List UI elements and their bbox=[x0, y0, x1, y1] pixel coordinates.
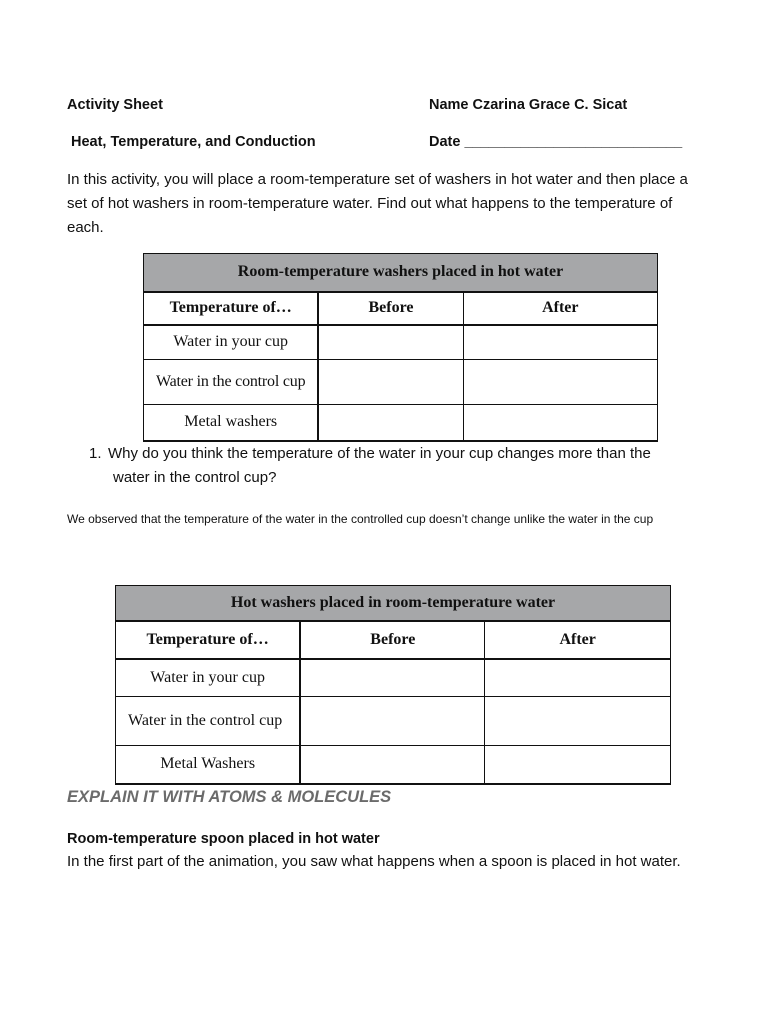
table1-col-after: After bbox=[463, 292, 657, 325]
table1-col-before: Before bbox=[318, 292, 463, 325]
table2-col-before: Before bbox=[300, 621, 485, 659]
table1-before-cell[interactable] bbox=[318, 325, 463, 360]
table1-after-cell[interactable] bbox=[463, 405, 657, 441]
table2-before-cell[interactable] bbox=[300, 659, 485, 697]
question-line-1: Why do you think the temperature of the water in your cup changes more than the bbox=[108, 445, 651, 462]
table2-after-cell[interactable] bbox=[485, 697, 671, 746]
table1-row-label: Water in your cup bbox=[144, 325, 319, 360]
table-row bbox=[144, 405, 658, 441]
explain-heading: EXPLAIN IT WITH ATOMS & MOLECULES bbox=[67, 788, 392, 806]
table2-before-cell[interactable] bbox=[300, 746, 485, 784]
table-row bbox=[116, 746, 671, 784]
table2-row-label: Water in your cup bbox=[116, 659, 301, 697]
table2-after-cell[interactable] bbox=[485, 659, 671, 697]
table-room-temp-washers bbox=[143, 253, 658, 442]
table2-row-label: Water in the control cup bbox=[116, 697, 301, 746]
table1-row-label: Metal washers bbox=[144, 405, 319, 441]
section-heading: Room-temperature spoon placed in hot water bbox=[67, 831, 380, 847]
table1-before-cell[interactable] bbox=[318, 360, 463, 405]
table1-after-cell[interactable] bbox=[463, 360, 657, 405]
table1-row-label: Water in the control cup bbox=[144, 360, 319, 405]
table2-col-temperature: Temperature of… bbox=[116, 621, 301, 659]
table1-before-cell[interactable] bbox=[318, 405, 463, 441]
table1-title: Room-temperature washers placed in hot water bbox=[144, 254, 658, 292]
table-row bbox=[116, 659, 671, 697]
table1-after-cell[interactable] bbox=[463, 325, 657, 360]
answer-text[interactable]: We observed that the temperature of the water in the controlled cup doesn’t change unlike the water in the cup bbox=[67, 512, 654, 526]
table2-row-label: Metal Washers bbox=[116, 746, 301, 784]
table2-after-cell[interactable] bbox=[485, 746, 671, 784]
question-number: 1. bbox=[89, 445, 102, 462]
question-line-2: water in the control cup? bbox=[113, 469, 277, 486]
table-row bbox=[116, 697, 671, 746]
table-row bbox=[144, 325, 658, 360]
section-paragraph: In the first part of the animation, you saw what happens when a spoon is placed in hot water. bbox=[67, 853, 681, 870]
student-name: Name Czarina Grace C. Sicat bbox=[429, 97, 628, 113]
table2-before-cell[interactable] bbox=[300, 697, 485, 746]
table1-col-temperature: Temperature of… bbox=[144, 292, 319, 325]
table2-title: Hot washers placed in room-temperature water bbox=[116, 586, 671, 621]
table2-col-after: After bbox=[485, 621, 671, 659]
date-field: Date ___________________________ bbox=[429, 134, 683, 150]
activity-sheet-label: Activity Sheet bbox=[67, 97, 163, 113]
table-hot-washers bbox=[115, 585, 671, 785]
topic-title: Heat, Temperature, and Conduction bbox=[71, 134, 316, 150]
intro-paragraph: In this activity, you will place a room-temperature set of washers in hot water and then place a set of hot washers in room-temperature water. Find out what happens to the temperature of each. bbox=[67, 171, 688, 236]
table-row bbox=[144, 360, 658, 405]
